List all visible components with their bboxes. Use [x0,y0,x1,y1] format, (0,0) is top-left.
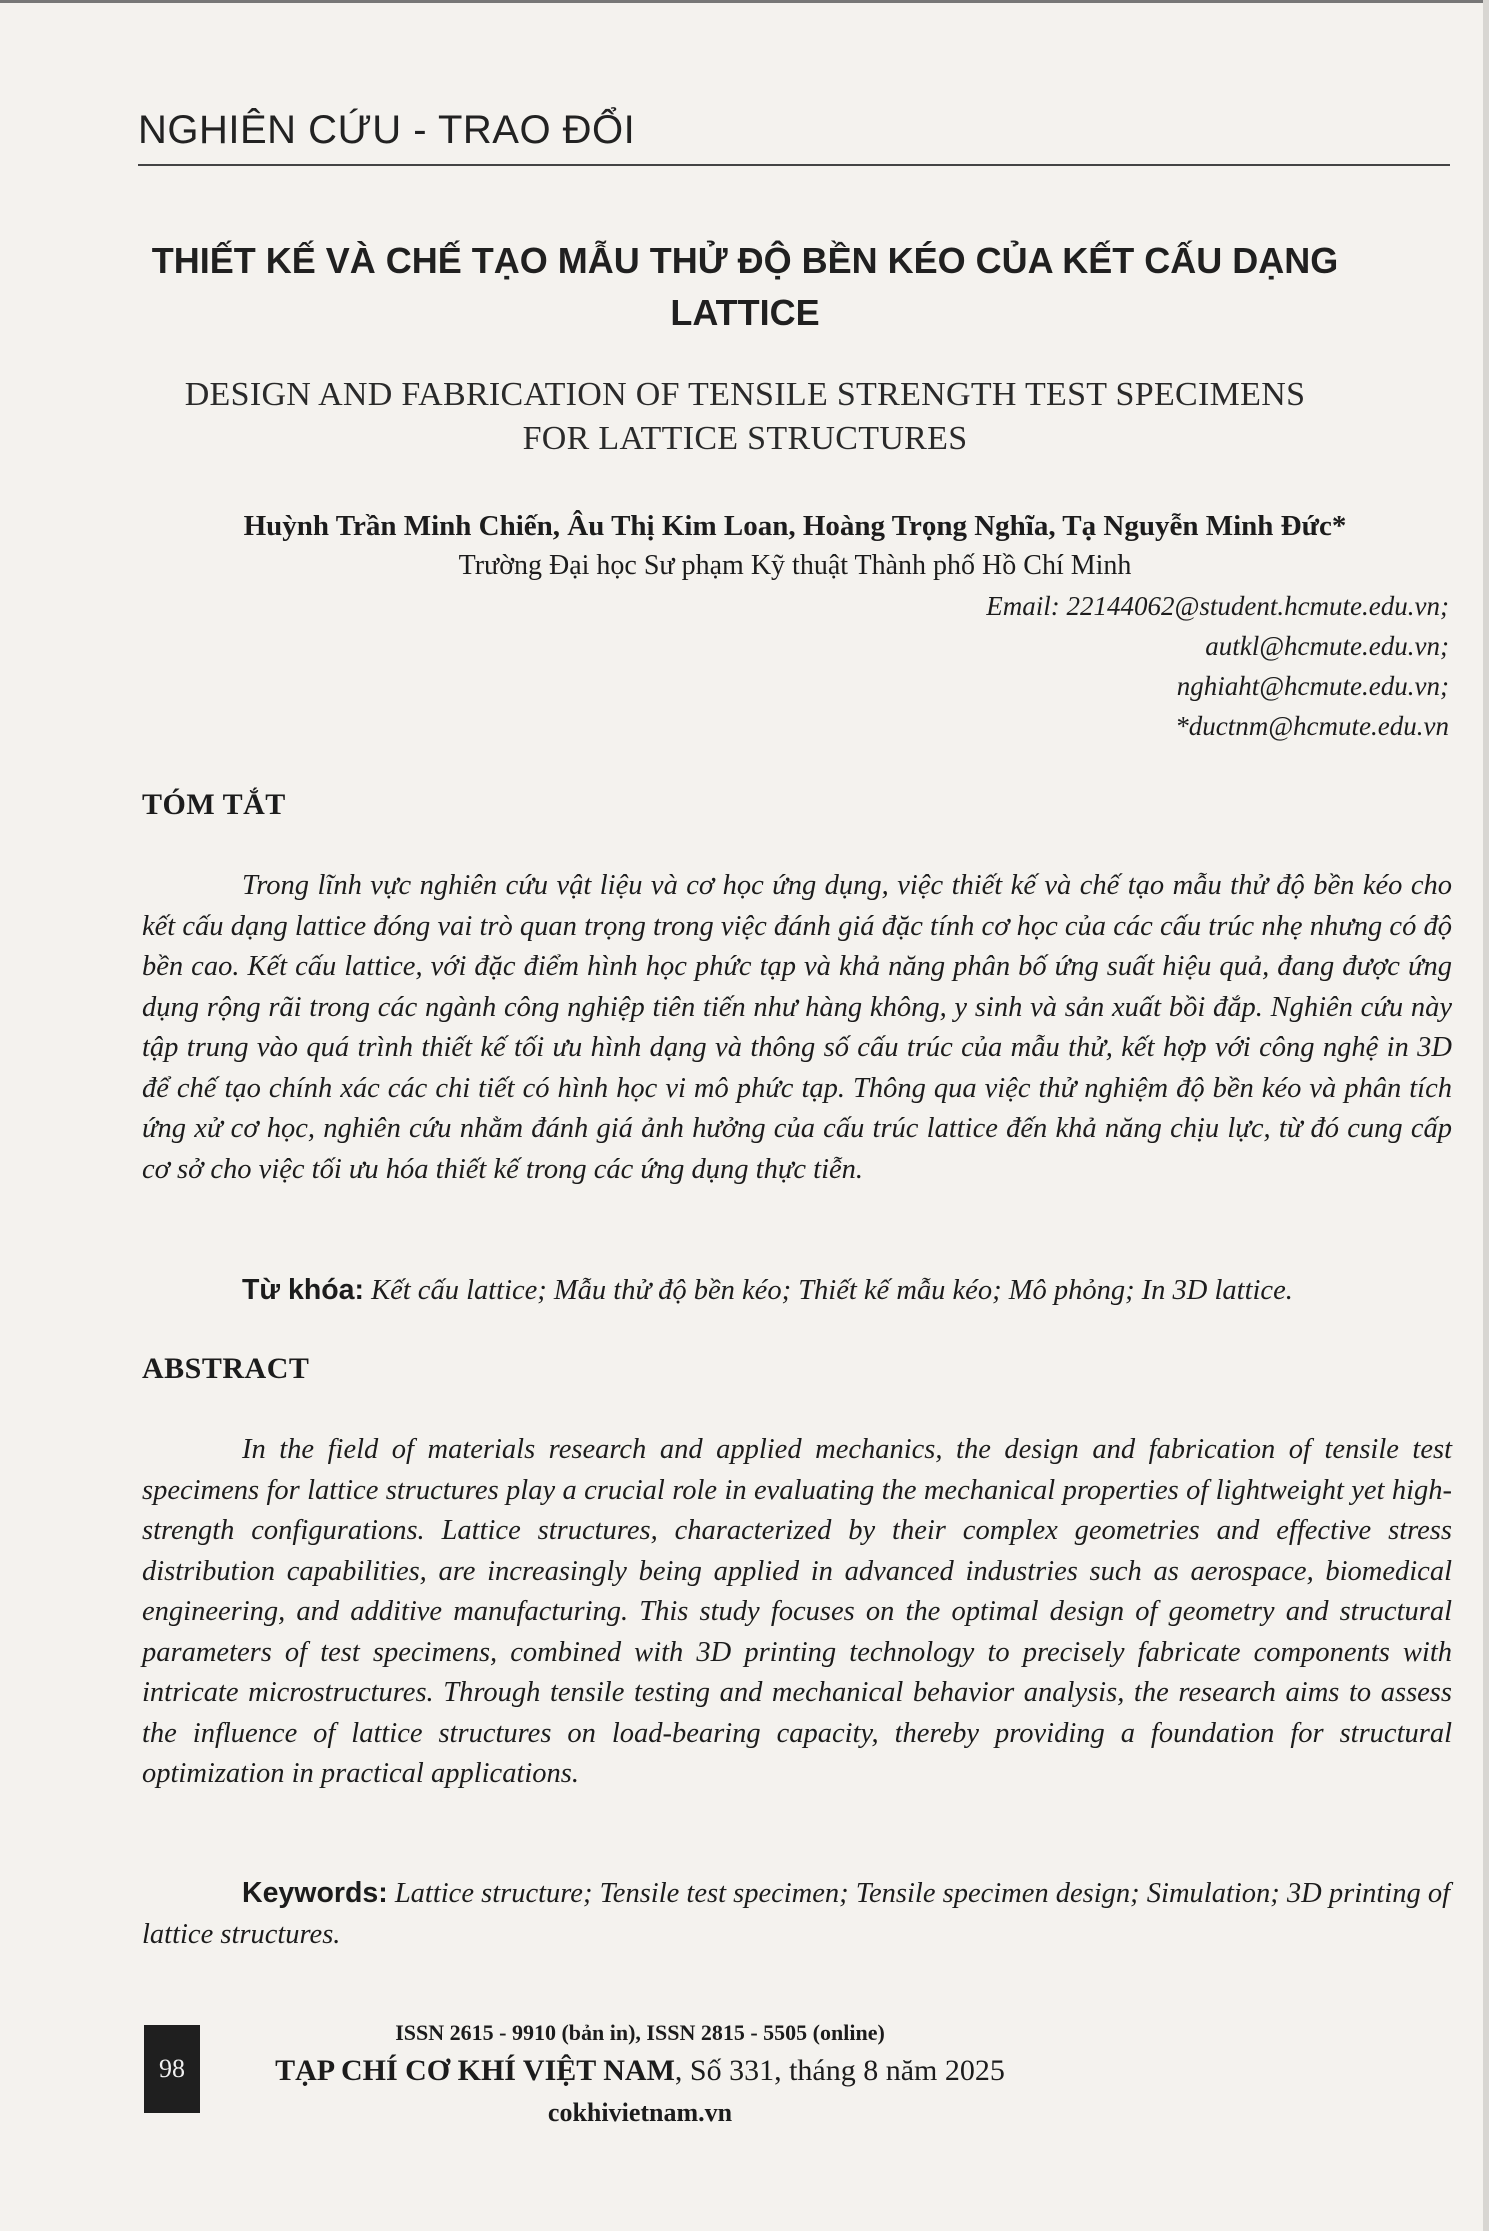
page-edge [1483,0,1489,2231]
email-line: autkl@hcmute.edu.vn; [1205,631,1449,661]
journal-issue: , Số 331, tháng 8 năm 2025 [674,2054,1005,2087]
abstract-heading: ABSTRACT [142,1352,310,1385]
author-list: Huỳnh Trần Minh Chiến, Âu Thị Kim Loan, Hoàng Trọng Nghĩa, Tạ Nguyễn Minh Đức* [243,510,1347,542]
email-list [649,586,1449,746]
title-vietnamese: THIẾT KẾ VÀ CHẾ TẠO MẪU THỬ ĐỘ BỀN KÉO CỦA KẾT CẤU DẠNG LATTICE [151,240,1339,333]
tomtat-body: Trong lĩnh vực nghiên cứu vật liệu và cơ học ứng dụng, việc thiết kế và chế tạo mẫu thử độ bền kéo cho kết cấu dạng lattice đóng vai trò quan trọng trong việc đánh giá đặc tính cơ học của các cấu trúc nhẹ nhưng có độ bền cao. Kết cấu lattice, với đặc điểm hình học phức tạp và khả năng phân bố ứng suất hiệu quả, đang được ứng dụng rộng rãi trong các ngành công nghiệp tiên tiến như hàng không, y sinh và sản xuất bồi đắp. Nghiên cứu này tập trung vào quá trình thiết kế tối ưu hình dạng và thông số cấu trúc của mẫu thử, kết hợp với công nghệ in 3D để chế tạo chính xác các chi tiết có hình học vi mô phức tạp. Thông qua việc thử nghiệm độ bền kéo và phân tích ứng xử cơ học, nghiên cứu nhằm đánh giá ảnh hưởng của cấu trúc lattice đến khả năng chịu lực, từ đó cung cấp cơ sở cho việc tối ưu hóa thiết kế trong các ứng dụng thực tiễn. [142,870,1452,1185]
keywords-label: Keywords: [242,1877,388,1909]
abstract-keywords [142,1873,1452,1955]
page-number: 98 [144,2025,200,2113]
title-english: DESIGN AND FABRICATION OF TENSILE STRENGTH TEST SPECIMENS FOR LATTICE STRUCTURES [184,376,1306,457]
email-line: *ductnm@hcmute.edu.vn [1175,711,1449,741]
tomtat-heading: TÓM TẮT [142,788,286,821]
abstract-body: In the field of materials research and applied mechanics, the design and fabrication of tensile test specimens for lattice structures play a crucial role in evaluating the mechanical properties of lightweight yet high-strength configurations. Lattice structures, characterized by their complex geometries and effective stress distribution capabilities, are increasingly being applied in advanced industries such as aerospace, biomedical engineering, and additive manufacturing. This study focuses on the optimal design of geometry and structural parameters of test specimens, combined with 3D printing technology to precisely fabricate components with intricate microstructures. Through tensile testing and mechanical behavior analysis, the research aims to assess the influence of lattice structures on load-bearing capacity, thereby providing a foundation for structural optimization in practical applications. [142,1434,1452,1789]
footer-issn: ISSN 2615 - 9910 (bản in), ISSN 2815 - 5505 (online) [395,2020,885,2045]
footer-journal [210,2054,1070,2088]
email-line: nghiaht@hcmute.edu.vn; [1176,671,1449,701]
tomtat-keywords [142,1270,1452,1312]
footer-website: cokhivietnam.vn [547,2098,733,2127]
keywords-label: Từ khóa: [242,1274,364,1306]
keywords-value: Lattice structure; Tensile test specimen; Tensile specimen design; Simulation; 3D printing of lattice structures. [142,1878,1451,1950]
section-header: NGHIÊN CỨU - TRAO ĐỔI [138,108,636,152]
journal-name: TẠP CHÍ CƠ KHÍ VIỆT NAM [275,2054,675,2087]
keywords-value: Kết cấu lattice; Mẫu thử độ bền kéo; Thiết kế mẫu kéo; Mô phỏng; In 3D lattice. [371,1275,1293,1306]
affiliation: Trường Đại học Sư phạm Kỹ thuật Thành phố Hồ Chí Minh [458,550,1132,581]
email-line: Email: 22144062@student.hcmute.edu.vn; [986,591,1449,621]
top-border [0,0,1489,3]
header-rule [138,164,1450,166]
